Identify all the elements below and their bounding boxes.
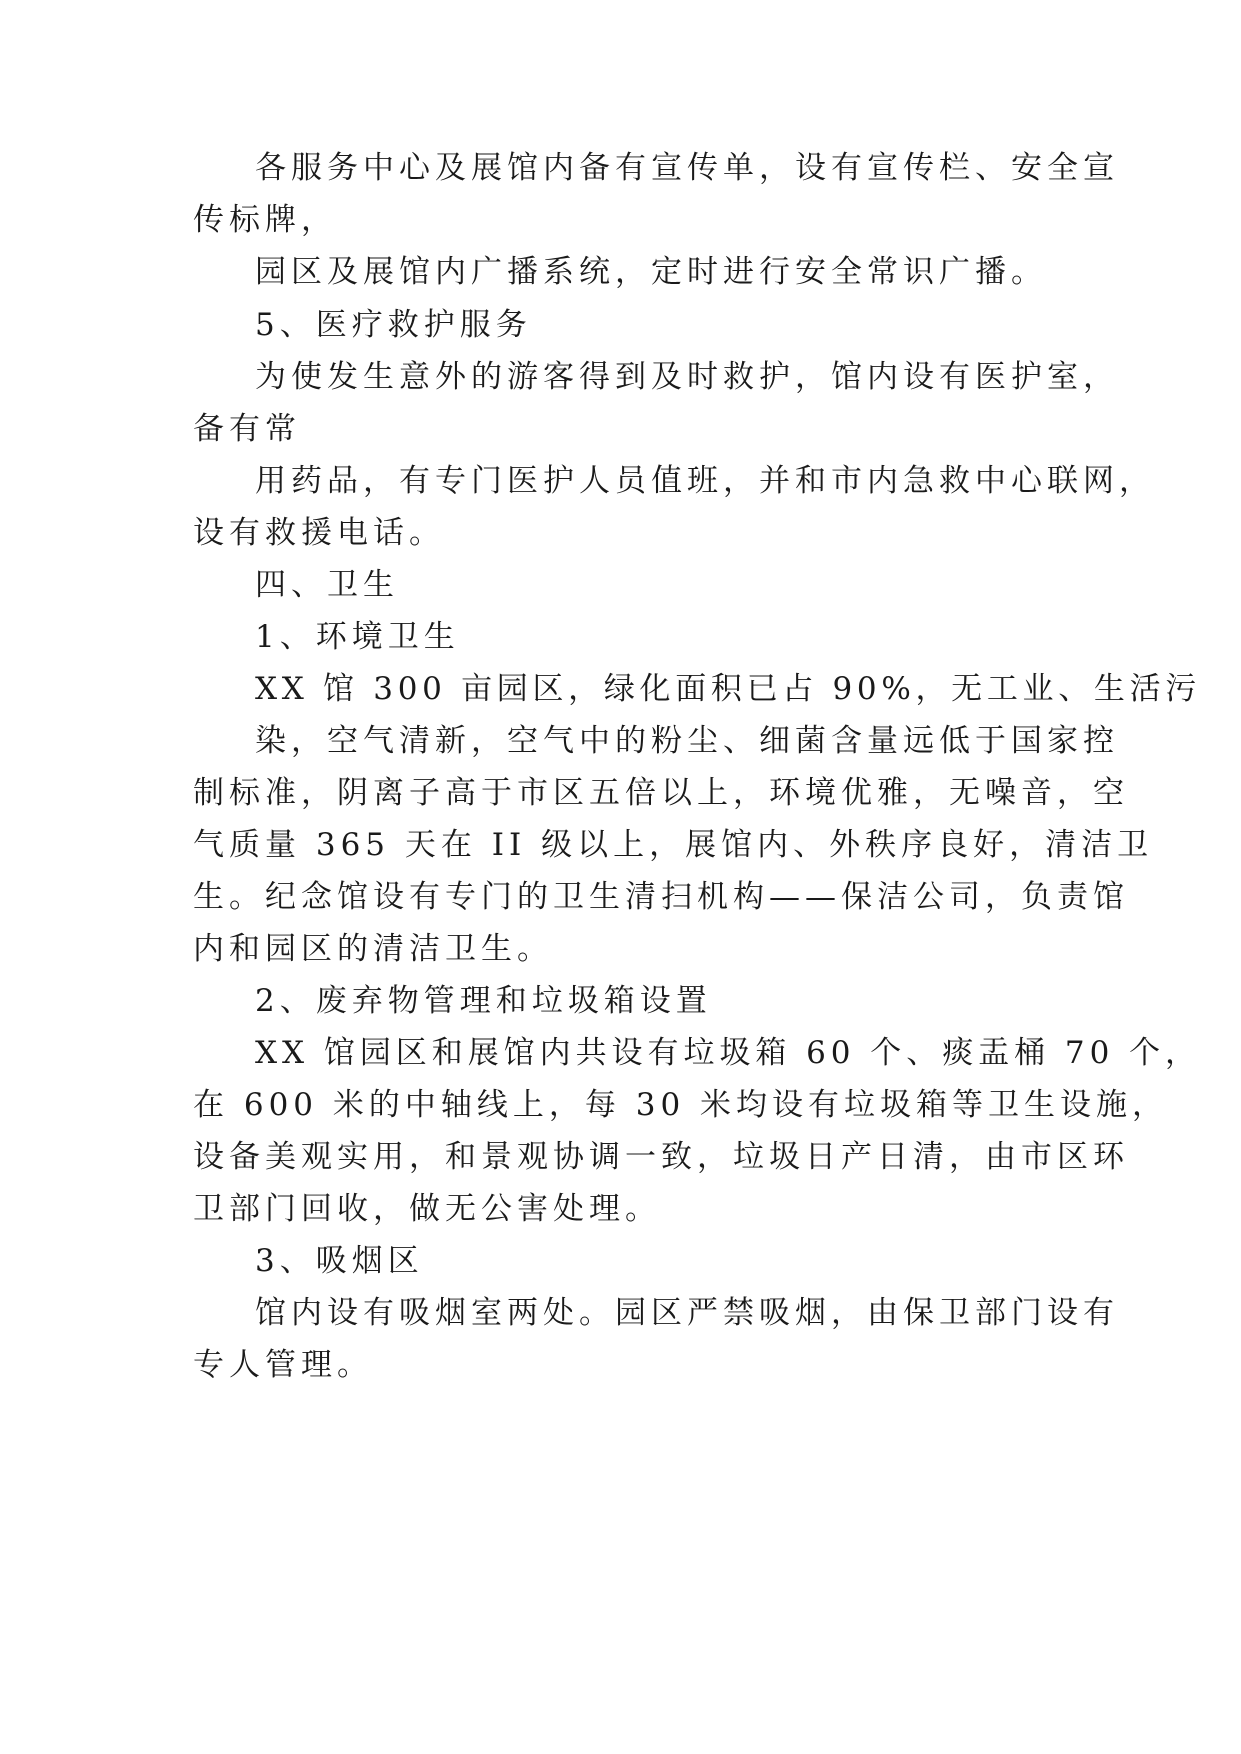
paragraph-line: 为使发生意外的游客得到及时救护，馆内设有医护室， (255, 359, 1119, 395)
section-heading: 四、卫生 (255, 567, 399, 603)
paragraph-line: 生。纪念馆设有专门的卫生清扫机构——保洁公司，负责馆 (193, 879, 1129, 915)
paragraph-line: 设备美观实用，和景观协调一致，垃圾日产日清，由市区环 (193, 1139, 1129, 1175)
paragraph-line: 用药品，有专门医护人员值班，并和市内急救中心联网， (255, 463, 1155, 499)
paragraph-line: 气质量 365 天在 II 级以上，展馆内、外秩序良好，清洁卫 (193, 827, 1154, 863)
paragraph-line: 备有常 (193, 411, 301, 447)
paragraph-line: 染，空气清新，空气中的粉尘、细菌含量远低于国家控 (255, 723, 1119, 759)
paragraph-line: 在 600 米的中轴线上，每 30 米均设有垃圾箱等卫生设施， (193, 1087, 1169, 1123)
paragraph-line: 馆内设有吸烟室两处。园区严禁吸烟，由保卫部门设有 (255, 1295, 1119, 1331)
section-heading: 1、环境卫生 (255, 619, 460, 655)
section-heading: 5、医疗救护服务 (255, 307, 532, 343)
paragraph-line: 传标牌， (193, 202, 337, 238)
section-heading: 3、吸烟区 (255, 1243, 424, 1279)
paragraph-line: 设有救援电话。 (193, 515, 445, 551)
paragraph-line: 各服务中心及展馆内备有宣传单，设有宣传栏、安全宣 (255, 150, 1119, 186)
paragraph-line: 园区及展馆内广播系统，定时进行安全常识广播。 (255, 254, 1047, 290)
paragraph-line: 卫部门回收，做无公害处理。 (193, 1191, 661, 1227)
section-heading: 2、废弃物管理和垃圾箱设置 (255, 983, 712, 1019)
paragraph-line: XX 馆园区和展馆内共设有垃圾箱 60 个、痰盂桶 70 个， (255, 1035, 1201, 1071)
paragraph-line: 专人管理。 (193, 1347, 373, 1383)
paragraph-line: 内和园区的清洁卫生。 (193, 931, 553, 967)
paragraph-line: XX 馆 300 亩园区，绿化面积已占 90%，无工业、生活污 (255, 671, 1201, 707)
paragraph-line: 制标准，阴离子高于市区五倍以上，环境优雅，无噪音，空 (193, 775, 1129, 811)
